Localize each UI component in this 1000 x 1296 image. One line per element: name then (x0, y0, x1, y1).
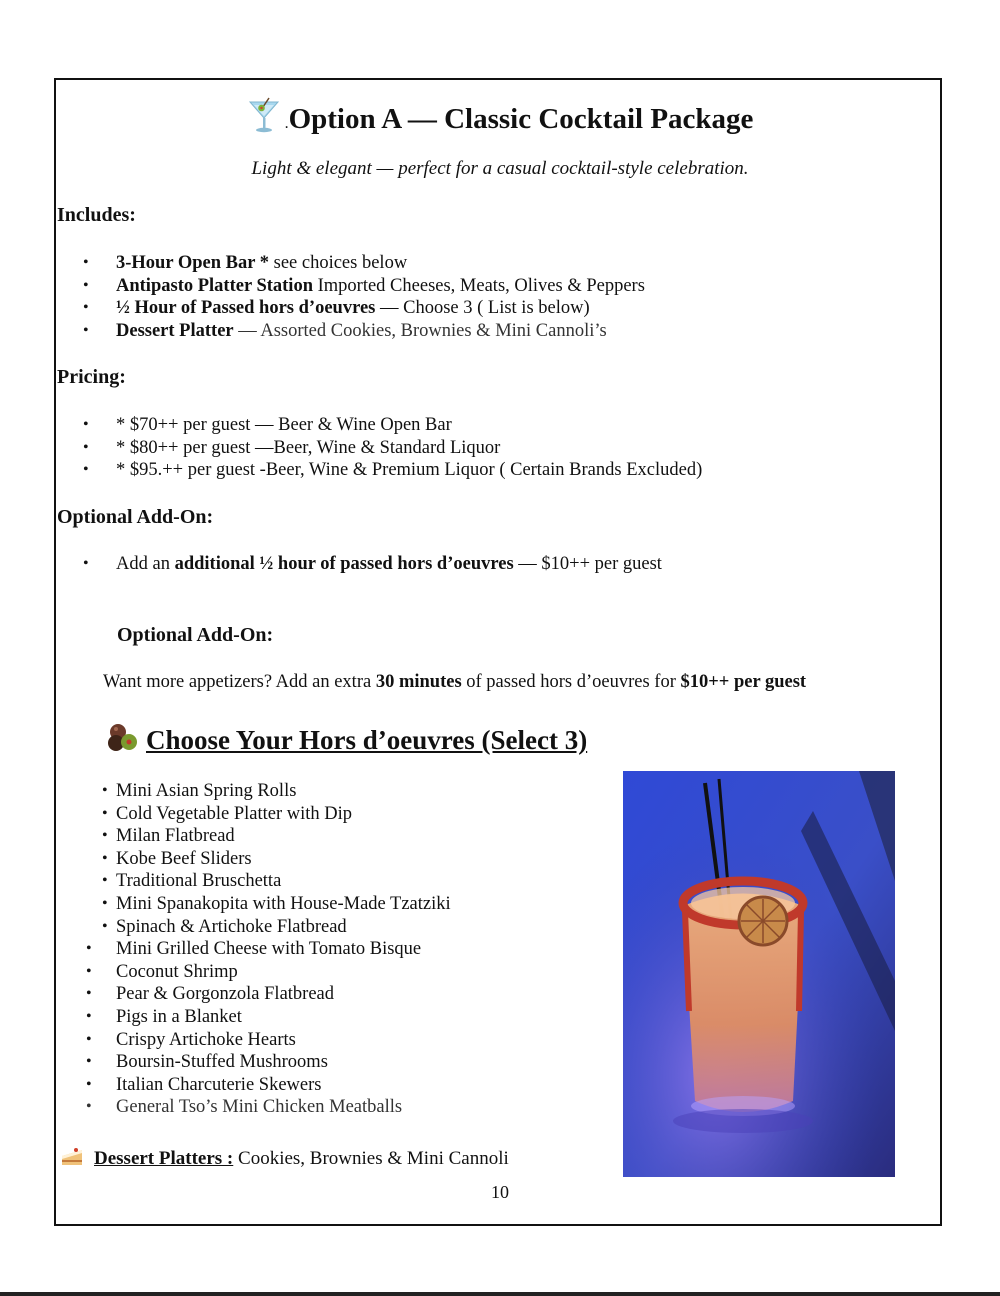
list-item: • Italian Charcuterie Skewers (60, 1074, 451, 1097)
list-item: • Crispy Artichoke Hearts (60, 1029, 451, 1052)
list-item: • * $95.++ per guest -Beer, Wine & Premium Liquor ( Certain Brands Excluded) (54, 459, 702, 482)
list-item: • Pear & Gorgonzola Flatbread (60, 983, 451, 1006)
optional-addon-list (54, 553, 662, 576)
list-item: • Mini Spanakopita with House-Made Tzatziki (60, 893, 451, 916)
list-item: • Spinach & Artichoke Flatbread (60, 916, 451, 939)
list-item: • Mini Asian Spring Rolls (60, 780, 451, 803)
includes-list (54, 252, 645, 342)
bottom-edge (0, 1292, 1000, 1296)
list-item: • Cold Vegetable Platter with Dip (60, 803, 451, 826)
page-title (0, 96, 1000, 142)
list-item: • Antipasto Platter Station Imported Cheeses, Meats, Olives & Peppers (54, 275, 645, 298)
page-number: 10 (491, 1182, 509, 1202)
optional-addon-2-text: Want more appetizers? Add an extra 30 minutes of passed hors d’oeuvres for $10++ per guest (103, 672, 807, 692)
list-item: • Coconut Shrimp (60, 961, 451, 984)
list-item: • Dessert Platter — Assorted Cookies, Brownies & Mini Cannoli’s (54, 320, 645, 343)
optional-addon-2-heading: Optional Add-On: (117, 624, 274, 646)
title-prefix-mark: . (284, 115, 289, 132)
list-item: • General Tso’s Mini Chicken Meatballs (60, 1096, 451, 1119)
title-text: Option A — Classic Cocktail Package (288, 103, 754, 135)
list-item: • 3-Hour Open Bar * see choices below (54, 252, 645, 275)
list-item: • Traditional Bruschetta (60, 870, 451, 893)
pricing-heading: Pricing: (57, 366, 126, 388)
dessert-line: Dessert Platters : Cookies, Brownies & Mini Cannoli (60, 1146, 509, 1170)
hors-doeuvres-list (60, 780, 451, 1119)
list-item: • * $80++ per guest —Beer, Wine & Standard Liquor (54, 437, 702, 460)
list-item: • Mini Grilled Cheese with Tomato Bisque (60, 938, 451, 961)
martini-glass-icon (247, 96, 281, 134)
list-item: • Milan Flatbread (60, 825, 451, 848)
includes-heading: Includes: (57, 204, 136, 226)
cocktail-image (623, 771, 895, 1177)
olives-icon (106, 722, 140, 752)
list-item: • Kobe Beef Sliders (60, 848, 451, 871)
list-item: • Pigs in a Blanket (60, 1006, 451, 1029)
list-item: • Add an additional ½ hour of passed hors d’oeuvres — $10++ per guest (54, 553, 662, 576)
list-item: • ½ Hour of Passed hors d’oeuvres — Choose 3 ( List is below) (54, 297, 645, 320)
subtitle: Light & elegant — perfect for a casual cocktail-style celebration. (251, 158, 749, 179)
cocktail-photo (623, 771, 895, 1177)
optional-addon-heading: Optional Add-On: (57, 506, 214, 528)
hors-doeuvres-heading: Choose Your Hors d’oeuvres (Select 3) (106, 722, 587, 758)
cake-slice-icon (60, 1146, 84, 1168)
pricing-list (54, 414, 702, 482)
list-item: • * $70++ per guest — Beer & Wine Open Bar (54, 414, 702, 437)
list-item: • Boursin-Stuffed Mushrooms (60, 1051, 451, 1074)
